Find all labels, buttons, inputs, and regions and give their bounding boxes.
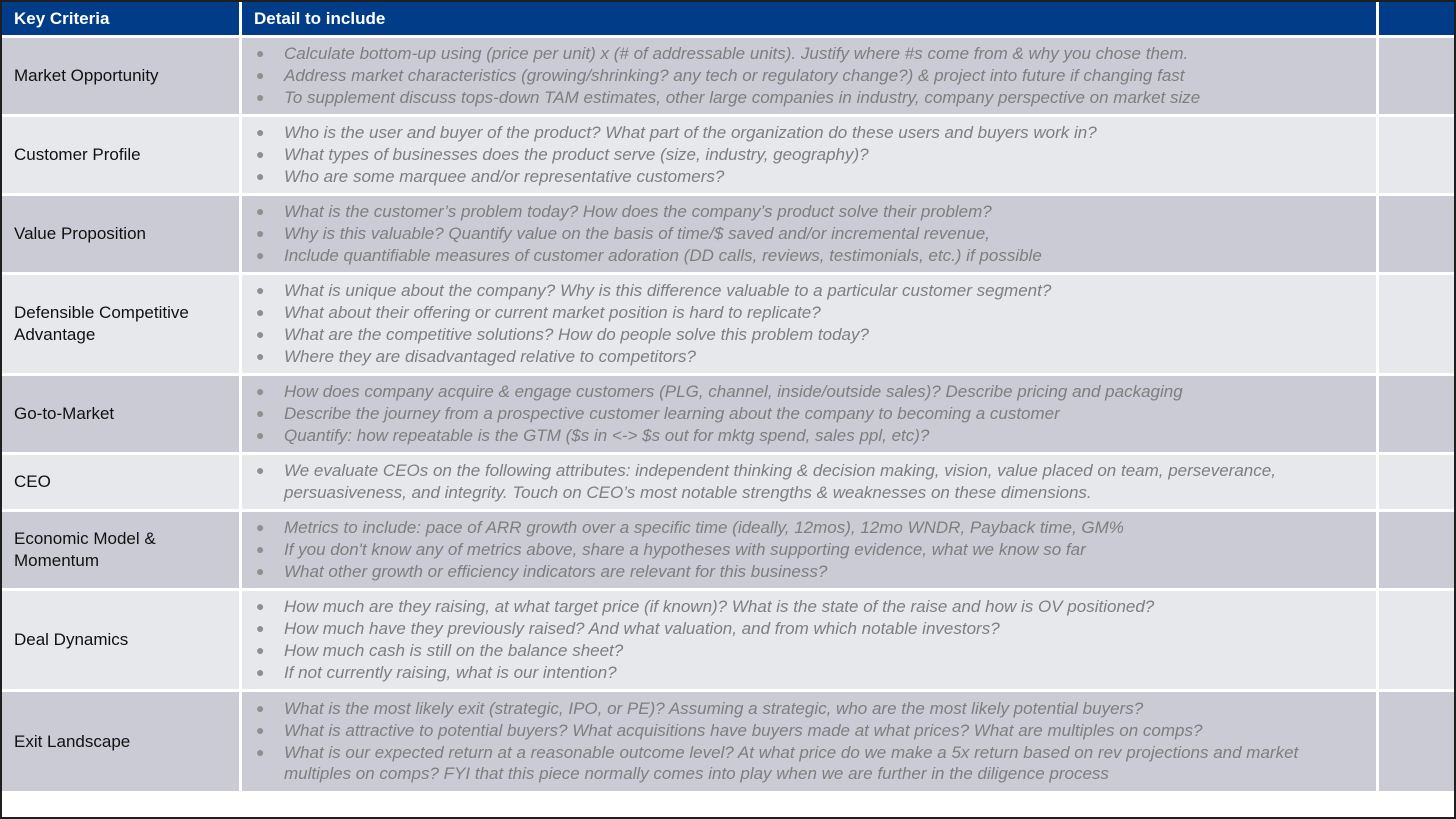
bullet-icon: ●: [256, 203, 265, 220]
detail-text: Where they are disadvantaged relative to competitors?: [284, 346, 697, 366]
criteria-cell: Value Proposition: [2, 196, 242, 275]
bullet-icon: ●: [256, 405, 265, 422]
criteria-cell: Deal Dynamics: [2, 591, 242, 692]
header-detail: Detail to include: [242, 2, 1379, 38]
detail-text: What types of businesses does the product serve (size, industry, geography)?: [284, 145, 869, 165]
list-item: [254, 280, 1356, 302]
detail-text: Metrics to include: pace of ARR growth over a specific time (ideally, 12mos), 12mo WNDR, Payback time, GM%: [284, 518, 1124, 538]
detail-text: What is the customer’s problem today? How does the company’s product solve their problem?: [284, 202, 992, 222]
extra-cell: [1379, 38, 1454, 117]
table-row: [2, 512, 1454, 591]
detail-list: [254, 517, 1356, 582]
detail-cell: [242, 38, 1379, 117]
bullet-icon: ●: [256, 88, 265, 105]
extra-cell: [1379, 117, 1454, 196]
criteria-cell: CEO: [2, 455, 242, 512]
table-row: [2, 591, 1454, 692]
detail-text: What is unique about the company? Why is this difference valuable to a particular customer segment?: [284, 281, 1052, 301]
detail-text: If you don't know any of metrics above, share a hypotheses with supporting evidence, what we know so far: [284, 540, 1086, 560]
list-item: [254, 662, 1356, 684]
list-item: [254, 122, 1356, 144]
bullet-icon: ●: [256, 67, 265, 84]
detail-list: [254, 381, 1356, 446]
bullet-icon: ●: [256, 663, 265, 680]
detail-text: How much have they previously raised? And what valuation, and from which notable investors?: [284, 619, 1000, 639]
extra-cell: [1379, 275, 1454, 376]
bullet-icon: ●: [256, 743, 265, 760]
detail-text: What about their offering or current market position is hard to replicate?: [284, 303, 821, 323]
detail-text: Quantify: how repeatable is the GTM ($s in <-> $s out for mktg spend, sales ppl, etc)?: [284, 425, 930, 445]
detail-cell: [242, 455, 1379, 512]
detail-list: [254, 201, 1356, 266]
detail-text: Who are some marquee and/or representative customers?: [284, 166, 725, 186]
table-row: [2, 455, 1454, 512]
criteria-cell: Economic Model & Momentum: [2, 512, 242, 591]
bullet-icon: ●: [256, 146, 265, 163]
detail-cell: [242, 196, 1379, 275]
list-item: [254, 618, 1356, 640]
list-item: [254, 223, 1356, 245]
table-row: [2, 275, 1454, 376]
extra-cell: [1379, 376, 1454, 455]
bullet-icon: ●: [256, 462, 265, 479]
table-row: [2, 117, 1454, 196]
bullet-icon: ●: [256, 167, 265, 184]
list-item: [254, 403, 1356, 425]
table-body: [2, 38, 1454, 794]
detail-text: Calculate bottom-up using (price per unit) x (# of addressable units). Justify where #s come from & why you chose them.: [284, 44, 1189, 64]
detail-text: To supplement discuss tops-down TAM estimates, other large companies in industry, company perspective on market size: [284, 87, 1201, 107]
bullet-icon: ●: [256, 562, 265, 579]
table-row: [2, 692, 1454, 794]
table-header-row: [2, 2, 1454, 38]
detail-text: What is the most likely exit (strategic, IPO, or PE)? Assuming a strategic, who are the most likely potential buyers?: [284, 698, 1144, 718]
extra-cell: [1379, 512, 1454, 591]
detail-text: Address market characteristics (growing/shrinking? any tech or regulatory change?) & project into future if changing fast: [284, 66, 1185, 86]
bullet-icon: ●: [256, 426, 265, 443]
list-item: [254, 324, 1356, 346]
list-item: [254, 539, 1356, 561]
criteria-cell: Market Opportunity: [2, 38, 242, 117]
detail-text: What are the competitive solutions? How do people solve this problem today?: [284, 325, 869, 344]
list-item: [254, 144, 1356, 166]
header-key-criteria: Key Criteria: [2, 2, 242, 38]
header-extra: [1379, 2, 1454, 38]
table-row: [2, 38, 1454, 117]
detail-text: We evaluate CEOs on the following attributes: independent thinking & decision making, vision, value placed on team, perseverance, persuasiveness, and integrity. Touch on CEO’s most notable strengths & weaknesses on these dimensions.: [284, 461, 1276, 502]
detail-text: How does company acquire & engage customers (PLG, channel, inside/outside sales)? Describe pricing and packaging: [284, 382, 1183, 402]
bullet-icon: ●: [256, 642, 265, 658]
detail-cell: [242, 275, 1379, 376]
detail-list: [254, 122, 1356, 187]
bullet-icon: ●: [256, 124, 265, 141]
list-item: [254, 640, 1356, 662]
detail-text: Who is the user and buyer of the product? What part of the organization do these users and buyers work in?: [284, 123, 1097, 143]
list-item: [254, 65, 1356, 87]
list-item: [254, 245, 1356, 267]
criteria-cell: Exit Landscape: [2, 692, 242, 794]
list-item: [254, 87, 1356, 109]
detail-text: Why is this valuable? Quantify value on the basis of time/$ saved and/or incremental revenue,: [284, 224, 990, 244]
bullet-icon: ●: [256, 326, 265, 342]
bullet-icon: ●: [256, 721, 265, 738]
detail-text: How much cash is still on the balance sheet?: [284, 641, 624, 660]
detail-cell: [242, 117, 1379, 196]
bullet-icon: ●: [256, 598, 265, 615]
criteria-table: [2, 2, 1454, 794]
bullet-icon: ●: [256, 699, 265, 716]
extra-cell: [1379, 455, 1454, 512]
list-item: [254, 596, 1356, 618]
detail-list: [254, 698, 1356, 785]
detail-text: Include quantifiable measures of customer adoration (DD calls, reviews, testimonials, etc.) if possible: [284, 245, 1042, 265]
list-item: [254, 561, 1356, 583]
list-item: [254, 346, 1356, 368]
detail-list: [254, 596, 1356, 683]
list-item: [254, 425, 1356, 447]
criteria-cell: Customer Profile: [2, 117, 242, 196]
table-row: [2, 196, 1454, 275]
list-item: [254, 166, 1356, 188]
detail-list: [254, 280, 1356, 367]
bullet-icon: ●: [256, 519, 265, 536]
list-item: [254, 381, 1356, 403]
list-item: [254, 698, 1356, 720]
bullet-icon: ●: [256, 282, 265, 299]
criteria-cell: Go-to-Market: [2, 376, 242, 455]
bullet-icon: ●: [256, 383, 265, 400]
list-item: [254, 43, 1356, 65]
list-item: [254, 460, 1356, 504]
detail-cell: [242, 512, 1379, 591]
bullet-icon: ●: [256, 45, 265, 62]
extra-cell: [1379, 196, 1454, 275]
detail-cell: [242, 376, 1379, 455]
detail-text: What other growth or efficiency indicators are relevant for this business?: [284, 561, 828, 581]
detail-cell: [242, 591, 1379, 692]
criteria-cell: Defensible Competitive Advantage: [2, 275, 242, 376]
detail-text: What is attractive to potential buyers? What acquisitions have buyers made at what prices? What are multiples on comps?: [284, 720, 1203, 740]
bullet-icon: ●: [256, 246, 265, 263]
bullet-icon: ●: [256, 541, 265, 558]
detail-text: What is our expected return at a reasonable outcome level? At what price do we make a 5x return based on rev projections and market multiples on comps? FYI that this piece normally comes into play when we are further in the diligence process: [284, 742, 1299, 784]
detail-cell: [242, 692, 1379, 794]
table-row: [2, 376, 1454, 455]
list-item: [254, 720, 1356, 742]
bullet-icon: ●: [256, 225, 265, 242]
list-item: [254, 302, 1356, 324]
detail-list: [254, 43, 1356, 108]
list-item: [254, 517, 1356, 539]
detail-list: [254, 460, 1356, 504]
extra-cell: [1379, 692, 1454, 794]
bullet-icon: ●: [256, 620, 265, 637]
detail-text: Describe the journey from a prospective customer learning about the company to becoming a customer: [284, 404, 1060, 424]
detail-text: How much are they raising, at what target price (if known)? What is the state of the raise and how is OV positioned?: [284, 597, 1155, 617]
bullet-icon: ●: [256, 304, 265, 321]
list-item: [254, 201, 1356, 223]
detail-text: If not currently raising, what is our intention?: [284, 662, 617, 682]
extra-cell: [1379, 591, 1454, 692]
bullet-icon: ●: [256, 347, 265, 364]
list-item: [254, 742, 1356, 786]
